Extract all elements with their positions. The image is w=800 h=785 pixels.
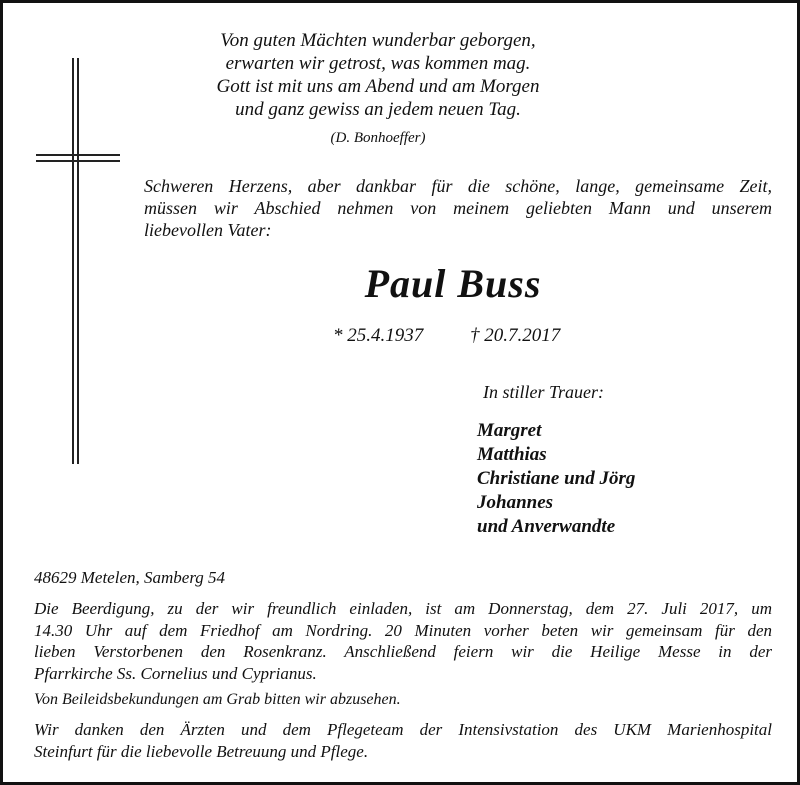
condolences-note: Von Beileidsbekundungen am Grab bitten wir abzusehen.	[34, 691, 401, 708]
mourner-name: Matthias	[477, 444, 547, 465]
poem	[163, 29, 593, 147]
funeral-line: Pfarrkirche Ss. Cornelius und Cyprianus.	[34, 663, 317, 683]
mourner-name: Margret	[477, 420, 542, 441]
intro-line: müssen wir Abschied nehmen von meinem geliebten Mann und unserem	[144, 198, 772, 218]
mourners-heading: In stiller Trauer:	[483, 382, 605, 402]
intro-line: Schweren Herzens, aber dankbar für die schöne, lange, gemeinsame Zeit,	[144, 176, 772, 196]
funeral-line: lieben Verstorbenen den Rosenkranz. Anschließend feiern wir die Heilige Messe in der	[34, 642, 772, 661]
death-date: † 20.7.2017	[470, 325, 561, 346]
funeral-line: Die Beerdigung, zu der wir freundlich einladen, ist am Donnerstag, dem 27. Juli 2017, um	[34, 599, 772, 618]
thanks-line: Wir danken den Ärzten und dem Pflegeteam der Intensivstation des UKM Marienhospital	[34, 720, 772, 739]
thanks-text	[34, 719, 772, 762]
poem-author: (D. Bonhoeffer)	[330, 130, 426, 146]
poem-line: erwarten wir getrost, was kommen mag.	[225, 53, 531, 74]
poem-line: und ganz gewiss an jedem neuen Tag.	[235, 99, 521, 120]
intro-line: liebevollen Vater:	[144, 220, 272, 240]
address: 48629 Metelen, Samberg 54	[34, 568, 226, 587]
birth-date: * 25.4.1937	[333, 325, 424, 346]
thanks-line: Steinfurt für die liebevolle Betreuung und Pflege.	[34, 741, 369, 761]
deceased-name: Paul Buss	[364, 261, 542, 306]
poem-line: Gott ist mit uns am Abend und am Morgen	[216, 76, 540, 97]
funeral-info	[34, 598, 772, 684]
funeral-line: 14.30 Uhr auf dem Friedhof am Nordring. 20 Minuten vorher beten wir gemeinsam für den	[34, 620, 772, 640]
mourner-name: und Anverwandte	[477, 516, 616, 537]
mourner-name: Christiane und Jörg	[477, 468, 636, 489]
poem-line: Von guten Mächten wunderbar geborgen,	[220, 30, 536, 51]
intro-text	[144, 175, 772, 241]
mourners-list	[477, 419, 635, 539]
mourner-name: Johannes	[477, 492, 554, 513]
